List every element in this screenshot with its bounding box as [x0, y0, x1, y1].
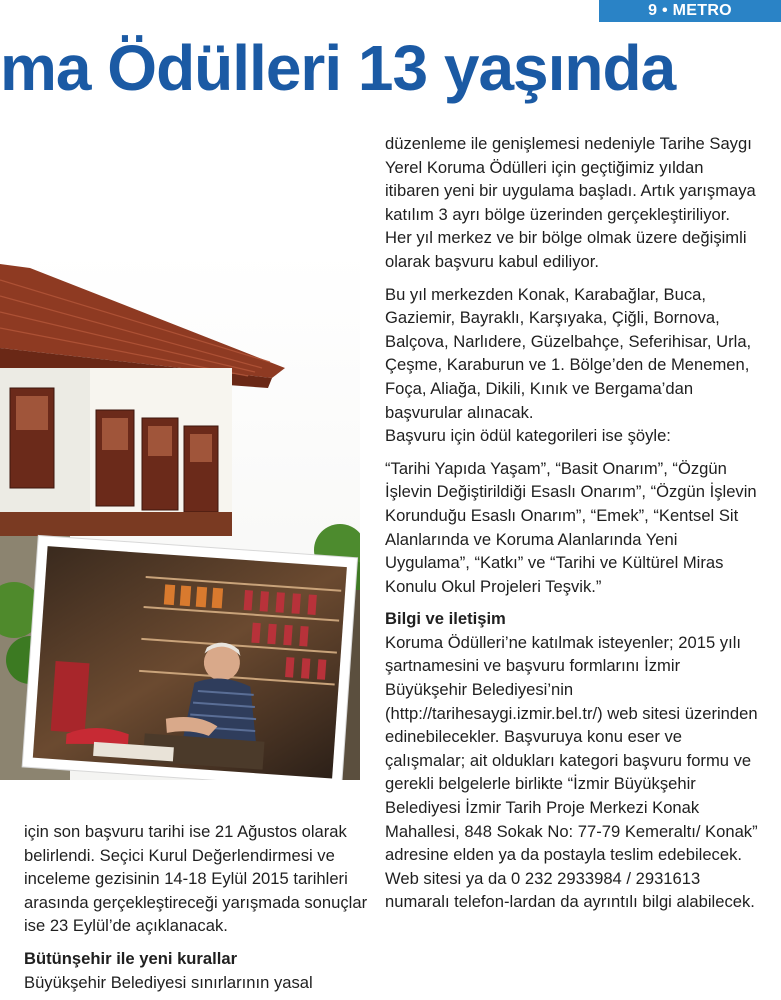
article-paragraph: Başvuru için ödül kategorileri ise şöyle: — [385, 426, 671, 446]
historic-house-photo — [0, 250, 360, 780]
article-paragraph-continuation: Büyükşehir Belediyesi sınırlarının yasal — [24, 972, 313, 992]
article-column-left — [24, 820, 374, 994]
award-categories-paragraph: “Tarihi Yapıda Yaşam”, “Basit Onarım”, “Özgün İşlevin Değiştirildiği Esaslı Onarım”, “Özgün İşlevin Korunduğu Esaslı Onarım”, “Emek”, “Kentsel Sit Alanlarında ve Koruma Alanlarında Yeni Uygulama”, “Katkı” ve “Tarihi ve Kültürel Miras Konulu Okul Projeleri Teşvik.” — [385, 458, 757, 596]
page-tag: 9 • METRO — [599, 0, 781, 22]
article-subheading: Bütünşehir ile yeni kurallar — [24, 948, 238, 968]
article-paragraph: Bu yıl merkezden Konak, Karabağlar, Buca, Gaziemir, Bayraklı, Karşıyaka, Çiğli, Bornova, Balçova, Narlıdere, Güzelbahçe, Seferihisar, Urla, Çeşme, Karaburun ve 1. Bölge’den de Menemen, Foça, Aliağa, Dikili, Kınık ve Bergama’dan başvurular alınacak. — [385, 284, 752, 422]
contact-paragraph: Koruma Ödülleri’ne katılmak isteyenler; 2015 yılı şartnamesini ve başvuru formlarını İzmir Büyükşehir Belediyesi’nin (http://tarihesaygi.izmir.bel.tr/) web sitesi üzerinden edinebilecekler. Başvuruya konu eser ve çalışmalar; ait oldukları kategori başvuru formu ve gerekli belgelerle birlikte “İzmir Büyükşehir Belediyesi İzmir Tarih Proje Merkezi Konak Mahallesi, 848 Sokak No: 77-79 Kemeraltı/ Konak” adresine elden ya da postayla teslim edebilecek. Web sitesi ya da 0 232 2933984 / 2931613 numaralı telefon-lardan da ayrıntılı bilgi alabilecek. — [385, 632, 758, 912]
article-subheading: Bilgi ve iletişim — [385, 609, 506, 629]
photo-collage — [0, 250, 360, 780]
page-title: ma Ödülleri 13 yaşında — [0, 32, 676, 104]
article-paragraph: düzenleme ile genişlemesi nedeniyle Tarihe Saygı Yerel Koruma Ödülleri için geçtiğimiz yıldan itibaren yeni bir uygulama başladı. Artık yarışmaya katılım 3 ayrı bölge üzerinden gerçekleştiriliyor. Her yıl merkez ve bir bölge olmak üzere değişimli olarak başvuru kabul ediliyor. — [385, 134, 756, 271]
article-column-right — [385, 132, 760, 923]
article-paragraph: için son başvuru tarihi ise 21 Ağustos olarak belirlendi. Seçici Kurul Değerlendirmesi ve inceleme gezisinin 14-18 Eylül 2015 tarihleri arasında gerçekleştireceği yarışmada sonuçlar ise 23 Eylül’de açıklanacak. — [24, 822, 368, 936]
